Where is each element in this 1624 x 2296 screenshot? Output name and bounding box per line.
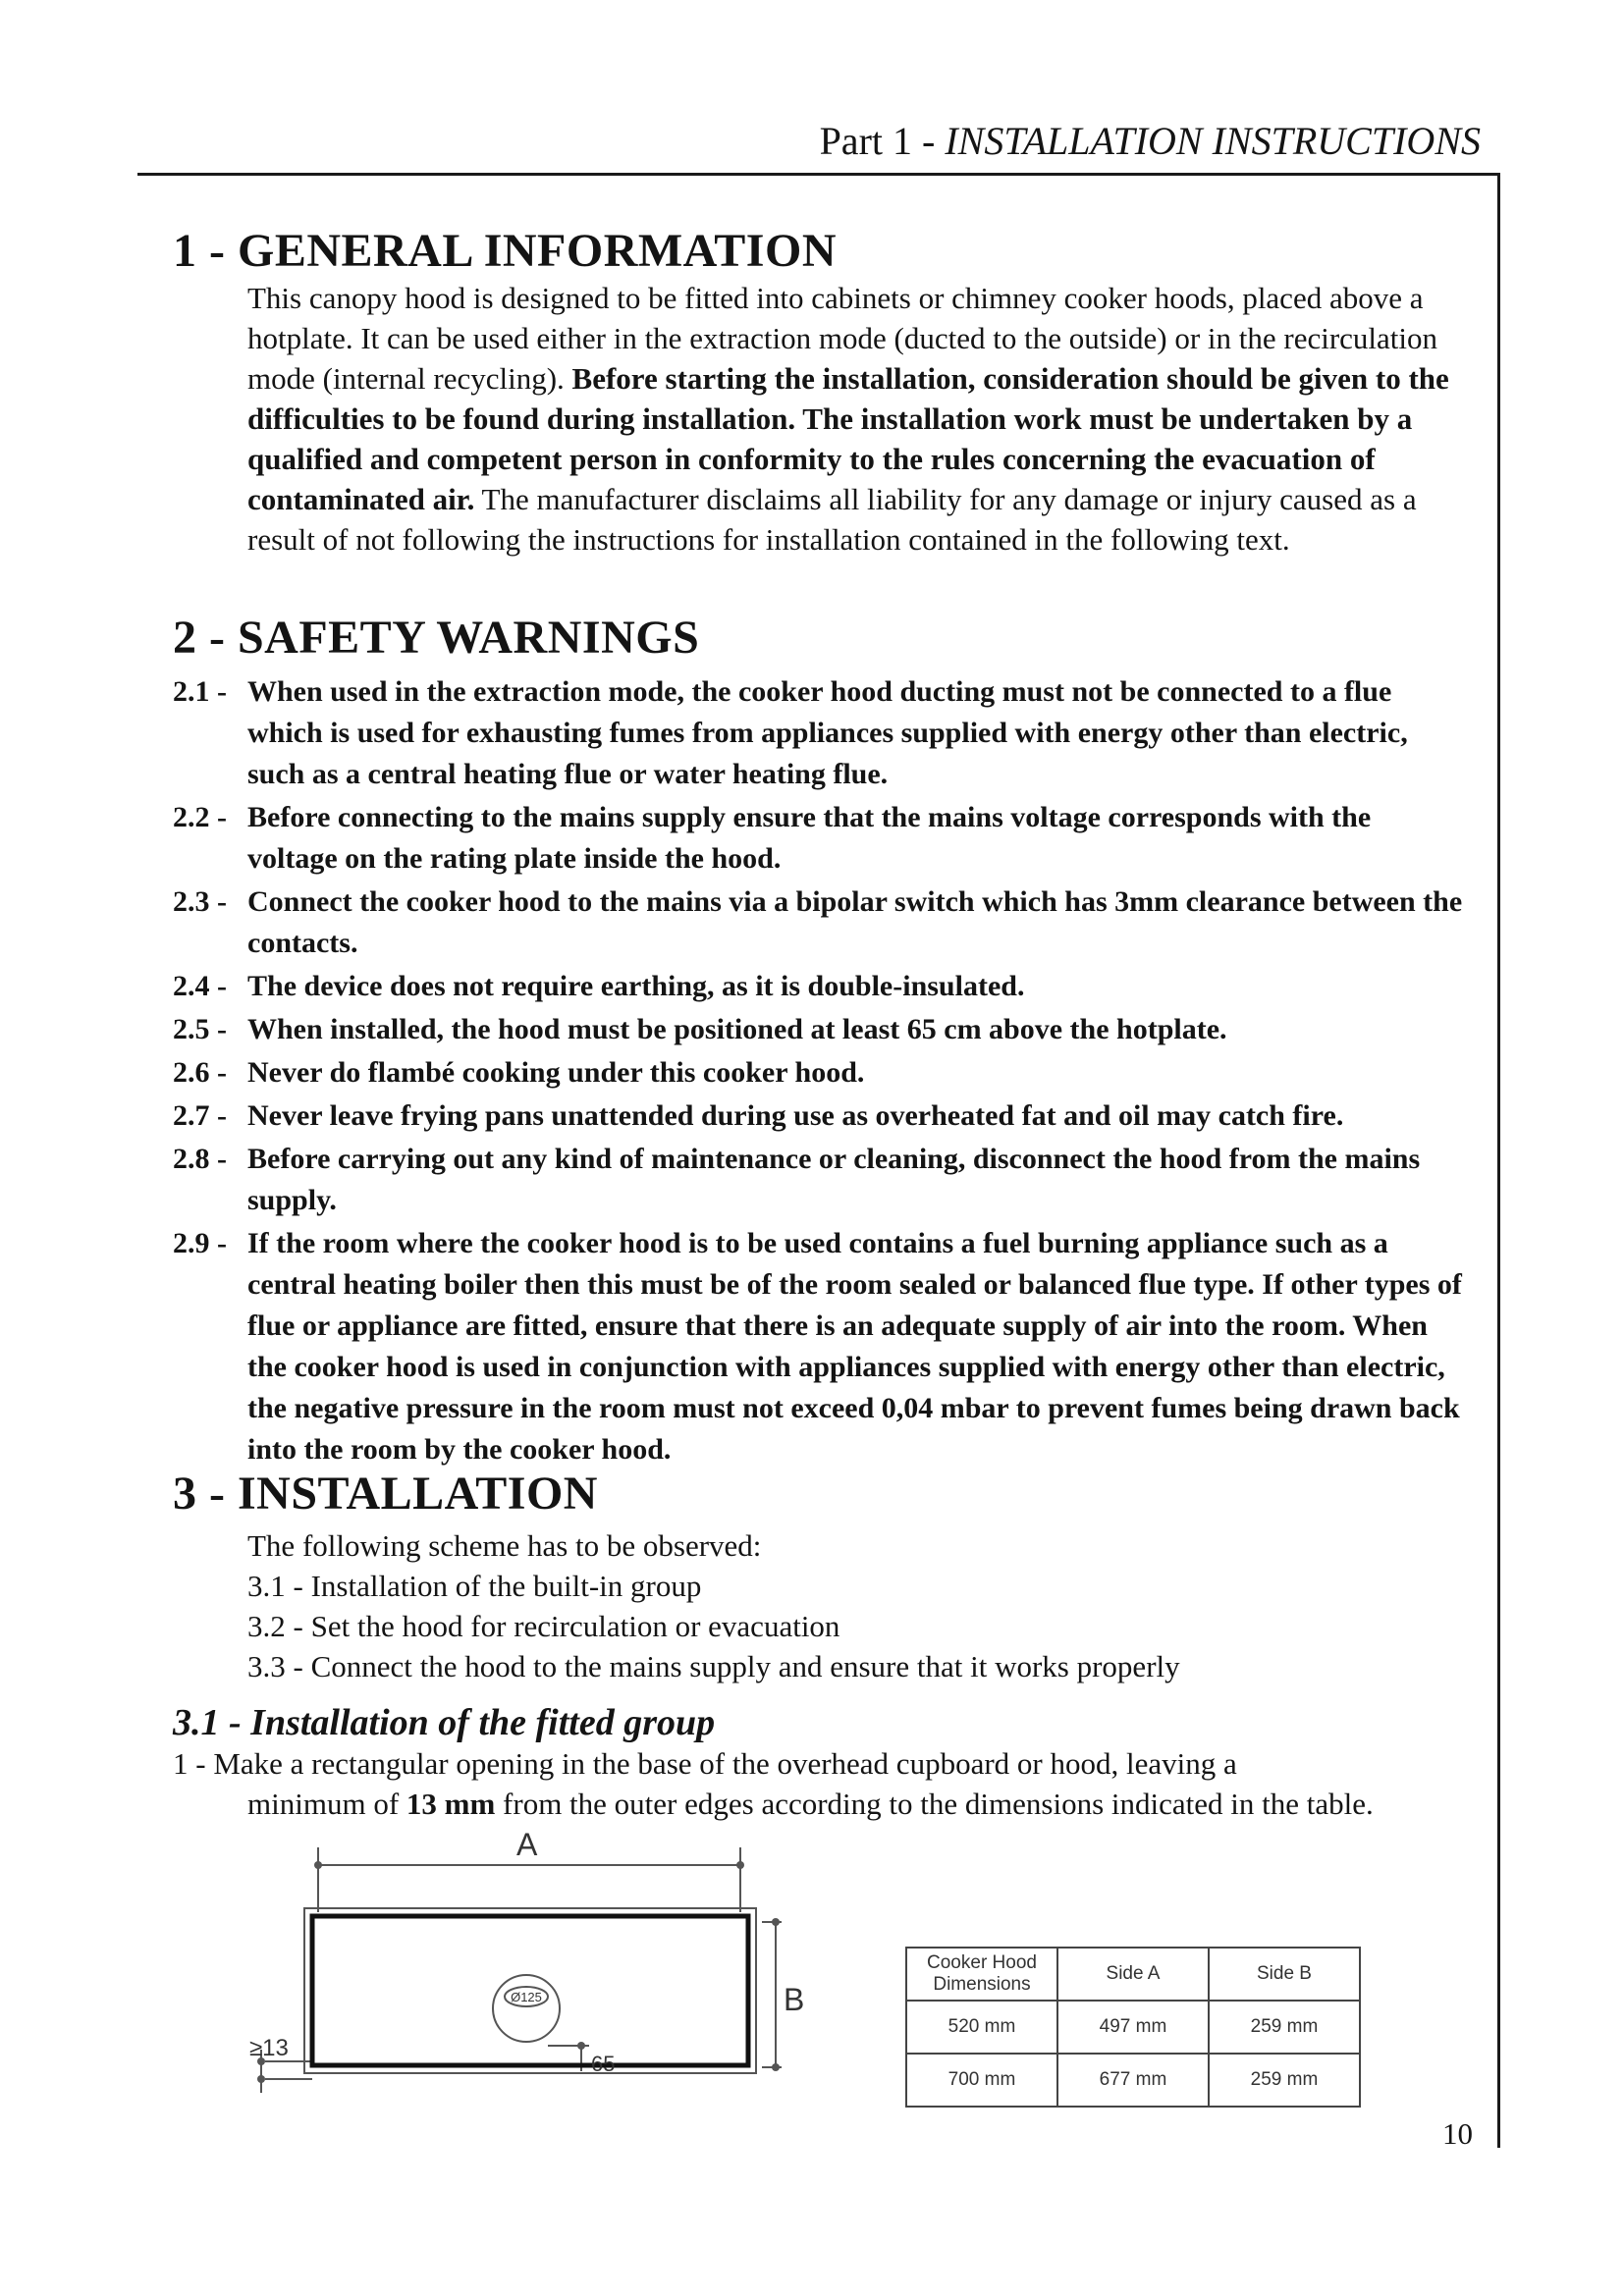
warning-number: 2.8 - [173,1143,227,1175]
warning-item [173,1223,1467,1470]
header-line: Cooker Hood [927,1952,1037,1973]
scheme-intro: The following scheme has to be observed: [247,1528,762,1563]
warning-number: 2.6 - [173,1056,227,1089]
warning-item [173,797,1467,880]
dimension-dot [772,1918,780,1926]
scheme-step: 3.2 - Set the hood for recirculation or evacuation [247,1609,840,1643]
warning-text: Never do flambé cooking under this cooker hood. [247,1056,865,1089]
warning-text: Before carrying out any kind of maintenance or cleaning, disconnect the hood from the mains supply. [247,1143,1421,1216]
dimension-dot [314,1861,322,1869]
duct-circle [493,1975,560,2042]
installation-heading: 3 - INSTALLATION [173,1468,598,1520]
warning-text: The device does not require earthing, as it is double-insulated. [247,970,1025,1002]
fitted-group-heading: 3.1 - Installation of the fitted group [173,1702,716,1743]
warning-text: When used in the extraction mode, the cooker hood ducting must not be connected to a flue which is used for exhausting fumes from appliances supplied with energy other than electric, such as a central heating flue or water heating flue. [247,675,1408,790]
label-offset: 65 [591,2052,616,2076]
warning-text: Before connecting to the mains supply ensure that the mains voltage corresponds with the voltage on the rating plate inside the hood. [247,801,1372,875]
safety-warnings-list [173,671,1467,1472]
warning-text: If the room where the cooker hood is to be used contains a fuel burning appliance such as a central heating boiler then this must be of the room sealed or balanced flue type. If other types of flue or appliance are fitted, ensure that there is an adequate supply of air into the room. When the cooker hood is used in conjunction with appliances supplied with energy other than electric, the negative pressure in the room must not exceed 0,04 mbar to prevent fumes being drawn back into the room by the cooker hood. [247,1227,1462,1466]
table-row [906,2054,1360,2107]
label-duct: Ø125 [511,1990,542,2004]
safety-heading: 2 - SAFETY WARNINGS [173,612,700,664]
part-label: Part 1 - [819,119,946,163]
general-text-tail: The manufacturer disclaims all liability for any damage or injury caused as a result of not following the instructions for installation contained in the following text. [247,482,1417,557]
running-head [687,118,1481,164]
table-header: Side B [1209,1948,1360,2001]
warning-item [173,881,1467,964]
warning-number: 2.5 - [173,1013,227,1045]
warning-item [173,966,1467,1007]
general-heading: 1 - GENERAL INFORMATION [173,225,837,277]
table-header-row [906,1948,1360,2001]
step-min-clearance: 13 mm [406,1787,496,1821]
dimension-dot [577,2042,585,2050]
label-b: B [784,1982,805,2017]
table-cell: 520 mm [906,2001,1057,2054]
section-title: INSTALLATION INSTRUCTIONS [945,119,1481,163]
warning-item [173,1139,1467,1221]
step-text: minimum of [247,1787,406,1821]
table-header: Side A [1057,1948,1209,2001]
table-cell: 259 mm [1209,2001,1360,2054]
dimensions-table [905,1947,1361,2108]
label-min-clearance: ≥13 [249,2035,289,2061]
warning-item [173,1052,1467,1094]
warning-text: When installed, the hood must be positioned at least 65 cm above the hotplate. [247,1013,1227,1045]
warning-number: 2.1 - [173,675,227,708]
warning-item [173,1095,1467,1137]
dimension-dot [736,1861,744,1869]
table-row [906,2001,1360,2054]
general-text: This canopy hood is designed to be fitted into cabinets or chimney cooker hoods, placed above a hotplate. It can be used either in the extraction mode (ducted to the outside) or in the recirculation mode (internal recycling). [247,281,1438,396]
scheme-step: 3.3 - Connect the hood to the mains supply and ensure that it works properly [247,1649,1180,1683]
warning-number: 2.2 - [173,801,227,833]
table-cell: 259 mm [1209,2054,1360,2107]
step-text: from the outer edges according to the dimensions indicated in the table. [495,1787,1374,1821]
warning-item [173,1009,1467,1050]
header-rule [137,173,1500,176]
fitted-group-step [173,1743,1479,1824]
general-paragraph [247,278,1475,560]
step-line-continued [173,1784,1479,1824]
installation-scheme [247,1525,1180,1686]
warning-number: 2.9 - [173,1227,227,1259]
dimension-dot [772,2063,780,2071]
cutout-diagram [236,1828,825,2122]
table-cell: 677 mm [1057,2054,1209,2107]
dimension-dot [257,2075,265,2083]
page-number: 10 [1442,2116,1473,2151]
table-header [906,1948,1057,2001]
general-text-bold: Before starting the installation, consideration should be given to the difficulties to be found during installation. The installation work must be undertaken by a qualified and competent person in conformity to the rules concerning the evacuation of contaminated air. [247,361,1449,516]
warning-item [173,671,1467,795]
label-a: A [516,1828,538,1862]
warning-number: 2.7 - [173,1099,227,1132]
header-line: Dimensions [933,1974,1031,1995]
warning-text: Connect the cooker hood to the mains via a bipolar switch which has 3mm clearance between the contacts. [247,885,1463,959]
scheme-step: 3.1 - Installation of the built-in group [247,1569,702,1603]
margin-rule [1497,173,1500,2148]
warning-number: 2.4 - [173,970,227,1002]
table-cell: 497 mm [1057,2001,1209,2054]
step-line: 1 - Make a rectangular opening in the base of the overhead cupboard or hood, leaving a [173,1746,1237,1781]
table-cell: 700 mm [906,2054,1057,2107]
warning-text: Never leave frying pans unattended during use as overheated fat and oil may catch fire. [247,1099,1344,1132]
warning-number: 2.3 - [173,885,227,918]
